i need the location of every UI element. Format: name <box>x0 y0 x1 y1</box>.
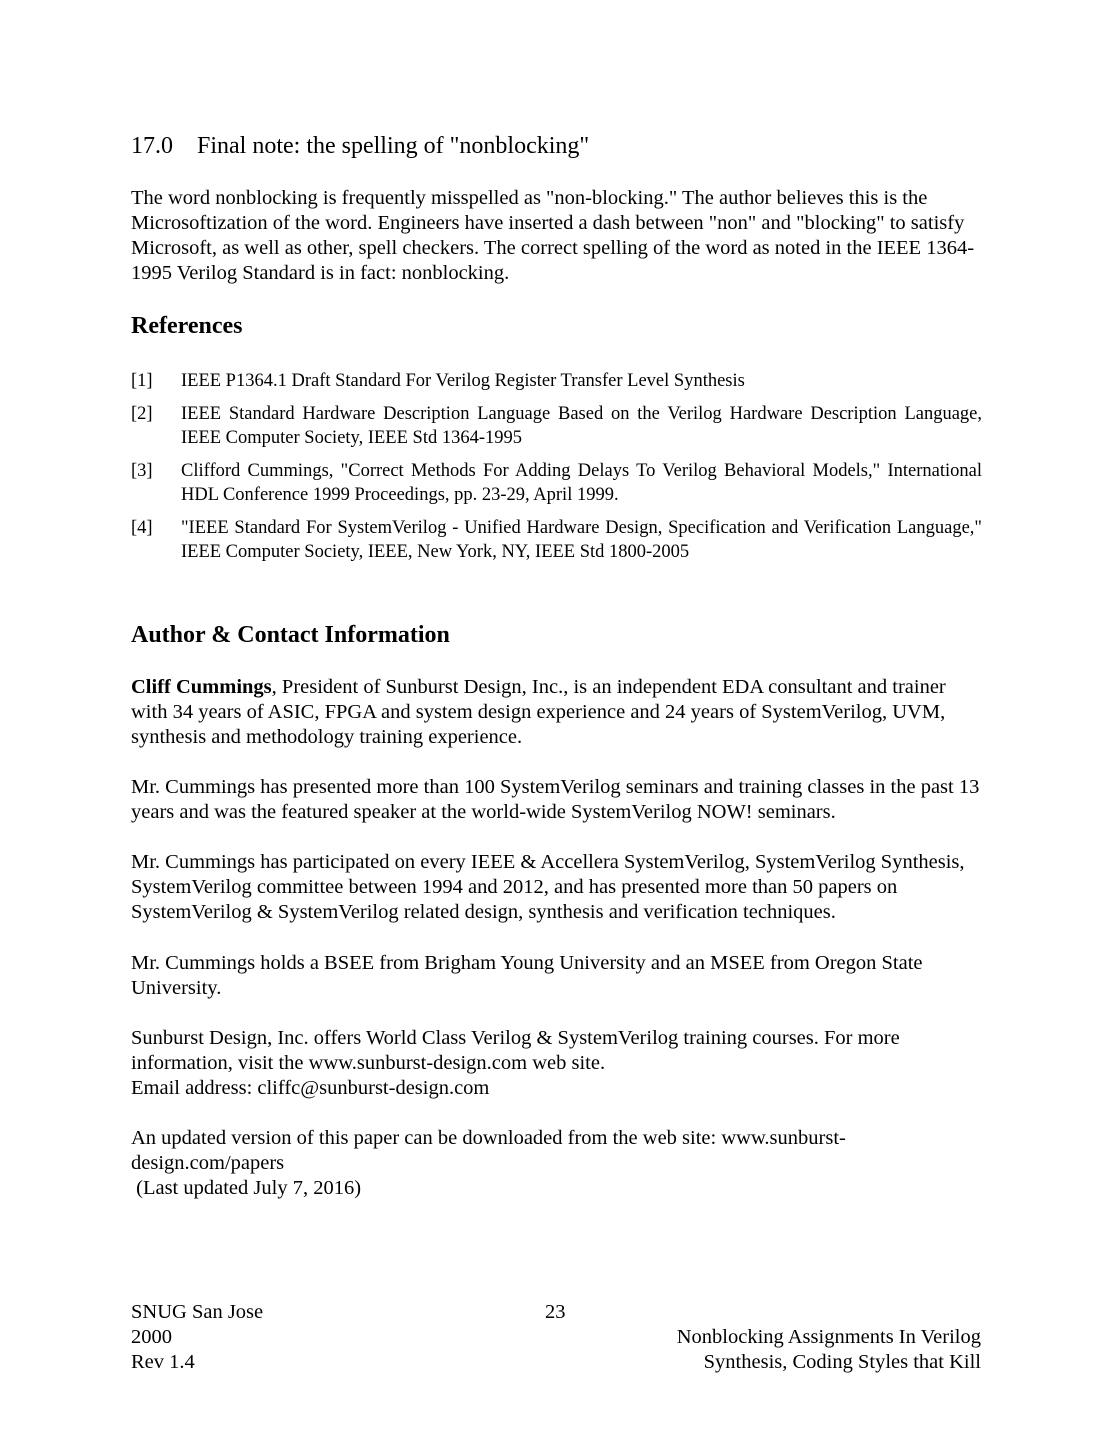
reference-number: [4] <box>131 518 153 538</box>
section-title: Final note: the spelling of "nonblocking" <box>197 133 590 159</box>
references-heading: References <box>131 313 243 339</box>
reference-item <box>131 460 982 507</box>
training-text: Sunburst Design, Inc. offers World Class Verilog & SystemVerilog training courses. For more information, visit the www.sunburst-design.com web site. <box>131 1027 900 1074</box>
author-bio <box>131 675 951 750</box>
email-address[interactable]: Email address: cliffc@sunburst-design.com <box>131 1077 490 1099</box>
footer-conference: SNUG San Jose <box>131 1301 264 1323</box>
update-info <box>131 1126 911 1201</box>
reference-text: Clifford Cummings, "Correct Methods For Adding Delays To Verilog Behavioral Models," International HDL Conference 1999 Proceedings, pp. 23-29, April 1999. <box>181 461 982 505</box>
reference-text: IEEE P1364.1 Draft Standard For Verilog Register Transfer Level Synthesis <box>181 371 745 391</box>
training-info <box>131 1026 971 1101</box>
section-body: The word nonblocking is frequently misspelled as "non-blocking." The author believes this is the Microsoftization of the word. Engineers have inserted a dash between "non" and "blocking" to satisfy Microsoft, as well as other, spell checkers. The correct spelling of the word as noted in the IEEE 1364-1995 Verilog Standard is in fact: nonblocking. <box>131 187 975 284</box>
author-education: Mr. Cummings holds a BSEE from Brigham Young University and an MSEE from Oregon State University. <box>131 952 923 999</box>
section-heading <box>131 132 982 160</box>
reference-item <box>131 370 982 394</box>
footer-left <box>131 1300 263 1375</box>
author-committees: Mr. Cummings has participated on every IEEE & Accellera SystemVerilog, SystemVerilog Synthesis, SystemVerilog committee between 1994 and 2012, and has presented more than 50 papers on SystemVerilog & SystemVerilog related design, synthesis and verification techniques. <box>131 851 965 923</box>
author-bio-text: , President of Sunburst Design, Inc., is an independent EDA consultant and trainer with 34 years of ASIC, FPGA and system design experience and 24 years of SystemVerilog, UVM, synthesis and methodology training experience. <box>131 676 946 748</box>
footer-revision: Rev 1.4 <box>131 1351 195 1373</box>
reference-text: "IEEE Standard For SystemVerilog - Unified Hardware Design, Specification and Verification Language," IEEE Computer Society, IEEE, New York, NY, IEEE Std 1800-2005 <box>181 518 982 562</box>
reference-number: [1] <box>131 371 153 391</box>
reference-item <box>131 403 982 450</box>
footer-year: 2000 <box>131 1326 172 1348</box>
reference-text: IEEE Standard Hardware Description Language Based on the Verilog Hardware Description Language, IEEE Computer Society, IEEE Std 1364-1995 <box>181 404 982 448</box>
reference-item <box>131 517 982 564</box>
footer-right <box>677 1325 981 1375</box>
footer-title-line1: Nonblocking Assignments In Verilog <box>676 1326 981 1348</box>
author-heading: Author & Contact Information <box>131 622 450 648</box>
section-number: 17.0 <box>131 133 173 159</box>
author-name: Cliff Cummings <box>131 676 272 698</box>
download-link-text[interactable]: An updated version of this paper can be downloaded from the web site: www.sunburst-design.com/papers <box>131 1127 846 1174</box>
footer-title-line2: Synthesis, Coding Styles that Kill <box>703 1351 981 1373</box>
reference-number: [3] <box>131 461 153 481</box>
reference-number: [2] <box>131 404 153 424</box>
last-updated: (Last updated July 7, 2016) <box>131 1177 362 1199</box>
author-seminars: Mr. Cummings has presented more than 100 SystemVerilog seminars and training classes in the past 13 years and was the featured speaker at the world-wide SystemVerilog NOW! seminars. <box>131 776 980 823</box>
page-number: 23 <box>545 1301 566 1323</box>
